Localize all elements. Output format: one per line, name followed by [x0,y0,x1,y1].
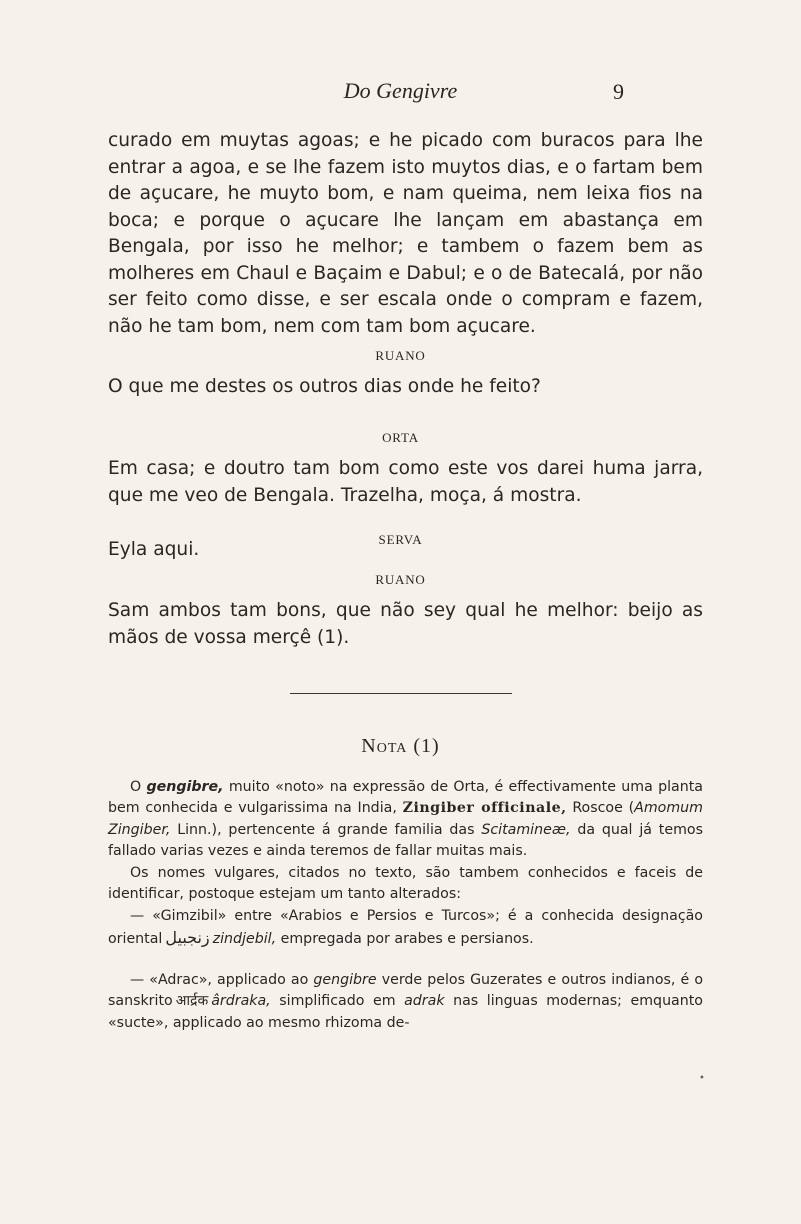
stray-mark: • [699,1073,705,1084]
speaker-serva: SERVA [378,532,423,547]
dialogue-orta: Em casa; e doutro tam bom como este vos darei huma jarra, que me veo de Bengala. Trazelha, moça, á mostra. [108,458,703,506]
note-paragraph-1: O gengibre, muito «noto» na expressão de Orta, é effectivamente uma planta bem conhecida e vulgarissima na India, Zingiber officinale, Roscoe (Amomum Zingiber, Linn.), pertencente á grande familia das Scitamineæ, da qual já temos fallado varias vezes e ainda teremos de fallar muitas mais. [108,779,703,860]
running-header: Do Gengivre [343,78,458,103]
note-paragraph-2: Os nomes vulgares, citados no texto, são tambem conhecidos e faceis de identificar, postoque estejam um tanto alterados: [108,865,703,903]
speaker-orta: ORTA [382,430,419,445]
note-paragraph-4: — «Adrac», applicado ao gengibre verde pelos Guzerates e outros indianos, é o sanskrito आर्द्रक ârdraka, simplificado em adrak nas linguas modernas; emquanto «sucte», applicado ao mesmo rhizoma de- [108,972,703,1031]
body-paragraph: curado em muytas agoas; e he picado com buracos para lhe entrar a agoa, e se lhe fazem isto muytos dias, e o fartam bem de açucare, he muyto bom, e nam queima, nem leixa fios na boca; e porque o açucare lhe lançam em abastança em Bengala, por isso he melhor; e tambem o fazem bem as molheres em Chaul e Baçaim e Dabul; e o de Batecalá, por não ser feito como disse, e ser escala onde o compram e fazem, não he tam bom, nem com tam bom açucare. [108,130,703,337]
dialogue-serva: Eyla aqui. [108,539,200,560]
note-title: Nota (1) [361,735,440,757]
speaker-ruano: RUANO [375,348,426,363]
term-gengibre: gengibre, [146,779,224,795]
note-paragraph-3: — «Gimzibil» entre «Arabios e Persios e Turcos»; é a conhecida designação oriental زنجبيل zindjebil, empregada por arabes e persianos. [108,908,703,948]
arabic-script: زنجبيل [165,928,210,948]
dialogue-ruano-2: Sam ambos tam bons, que não sey qual he melhor: beijo as mãos de vossa merçê (1). [108,600,703,648]
dialogue-ruano-1: O que me destes os outros dias onde he feito? [108,376,541,397]
speaker-ruano-2: RUANO [375,572,426,587]
devanagari-script: आर्द्रक [175,993,209,1010]
section-divider [290,693,512,694]
page-number: 9 [613,79,624,104]
botanical-name: Zingiber officinale, [402,800,567,817]
